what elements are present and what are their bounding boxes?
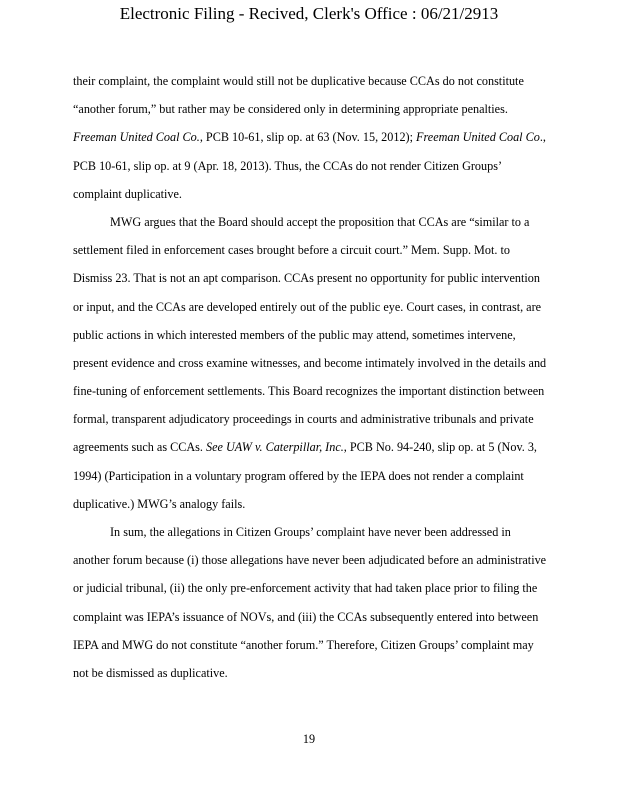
text-line [73, 377, 601, 405]
text-line [73, 67, 601, 95]
text-segment: , PCB No. 94-240, slip op. at 5 (Nov. 3, [343, 440, 537, 455]
text-segment: PCB 10-61, slip op. at 9 (Apr. 18, 2013). Thus, the CCAs do not render Citizen Groups’ [73, 158, 503, 173]
text-segment: their complaint, the complaint would still not be duplicative because CCAs do not constitute [73, 74, 524, 88]
citation-italic: Freeman United Coal Co [416, 130, 540, 145]
citation-italic: See UAW v. Caterpillar, Inc. [206, 440, 344, 455]
text-line [73, 208, 601, 236]
text-line [73, 659, 601, 687]
paragraph [73, 518, 601, 687]
text-segment: ., [539, 130, 546, 145]
text-segment: fine-tuning of enforcement settlements. This Board recognizes the important distinction between [73, 384, 545, 399]
text-line [73, 574, 601, 602]
text-line [73, 603, 601, 631]
text-segment: present evidence and cross examine witnesses, and become intimately involved in the details and [73, 355, 547, 370]
filing-stamp-header: Electronic Filing - Recived, Clerk's Office : 06/21/2913 [119, 4, 499, 23]
text-line [73, 123, 601, 151]
text-segment: or judicial tribunal, (ii) the only pre-enforcement activity that had taken place prior to filing the [73, 581, 538, 596]
text-segment: settlement filed in enforcement cases brought before a circuit court.” Mem. Supp. Mot. to [73, 243, 510, 258]
citation-italic: Freeman United Coal Co. [73, 130, 200, 145]
text-line [73, 293, 601, 321]
text-segment: another forum because (i) those allegations have never been adjudicated before an administrative [73, 553, 547, 568]
text-segment: MWG argues that the Board should accept the proposition that CCAs are “similar to a [110, 214, 530, 229]
text-segment: or input, and the CCAs are developed entirely out of the public eye. Court cases, in contrast, are [73, 299, 542, 314]
text-segment: Dismiss 23. That is not an apt comparison. CCAs present no opportunity for public intervention [73, 271, 540, 286]
text-segment: , PCB 10-61, slip op. at 63 (Nov. 15, 2012); [199, 130, 417, 145]
document-body [73, 67, 601, 687]
text-segment: agreements such as CCAs. [73, 440, 207, 455]
paragraph [73, 208, 601, 518]
text-line [73, 490, 601, 518]
text-segment: formal, transparent adjudicatory proceedings in courts and administrative tribunals and private [73, 412, 534, 427]
text-line [73, 462, 601, 490]
text-segment: IEPA and MWG do not constitute “another forum.” Therefore, Citizen Groups’ complaint may [73, 637, 534, 652]
paragraph [73, 67, 601, 208]
text-segment: In sum, the allegations in Citizen Groups’ complaint have never been addressed in [110, 525, 511, 539]
text-line [73, 180, 601, 208]
text-segment: complaint was IEPA’s issuance of NOVs, and (iii) the CCAs subsequently entered into between [73, 609, 539, 624]
text-segment: not be dismissed as duplicative. [73, 665, 228, 680]
text-line [73, 349, 601, 377]
text-line [73, 433, 601, 461]
text-line [73, 518, 601, 546]
text-line [73, 152, 601, 180]
page-number: 19 [302, 732, 316, 746]
text-line [73, 321, 601, 349]
text-segment: public actions in which interested members of the public may attend, sometimes intervene, [73, 327, 516, 342]
text-segment: complaint duplicative. [73, 186, 182, 201]
text-line [73, 95, 601, 123]
text-line [73, 631, 601, 659]
text-segment: “another forum,” but rather may be considered only in determining appropriate penalties. [73, 102, 508, 117]
text-line [73, 264, 601, 292]
text-segment: 1994) (Participation in a voluntary program offered by the IEPA does not render a complaint [73, 468, 524, 483]
text-line [73, 546, 601, 574]
text-line [73, 236, 601, 264]
text-segment: duplicative.) MWG’s analogy fails. [73, 496, 246, 511]
text-line [73, 405, 601, 433]
